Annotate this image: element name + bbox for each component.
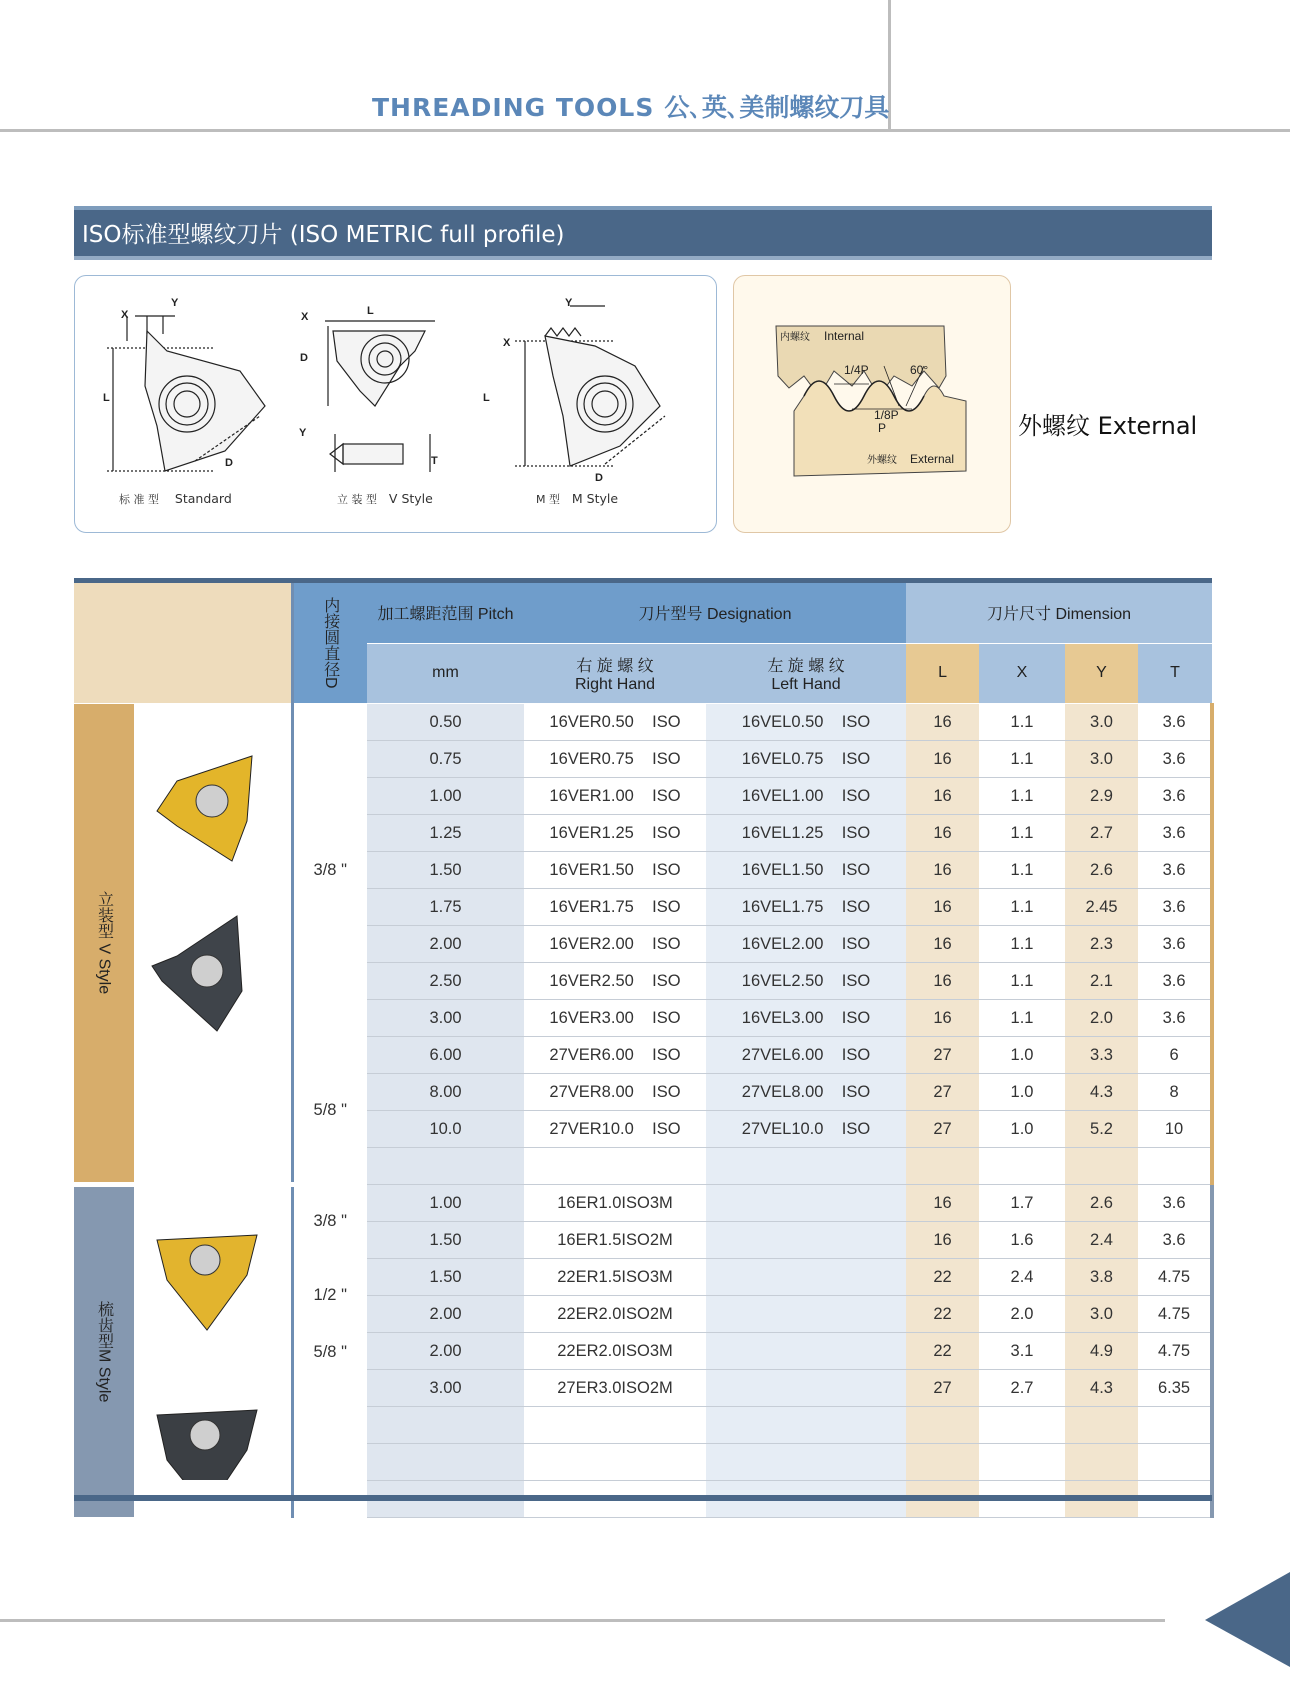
right-iso: ISO <box>652 897 681 916</box>
left-iso: ISO <box>841 1045 871 1064</box>
dim-d-label: D <box>595 472 603 484</box>
table-bottom-rule <box>74 1495 1212 1501</box>
pitch-cell: 1.75 <box>367 889 524 926</box>
m-style-label: 梳齿型M Style <box>95 1301 113 1403</box>
header-dimension: 刀片尺寸 Dimension <box>906 583 1212 643</box>
right-iso: ISO <box>652 1082 681 1101</box>
empty-cell <box>706 1148 906 1185</box>
dim-L-cell: 16 <box>906 741 979 778</box>
left-iso: ISO <box>841 860 871 879</box>
dim-T-cell: 3.6 <box>1138 1185 1212 1222</box>
left-hand-cell <box>706 963 906 1000</box>
left-code: 16VEL0.50 <box>741 712 824 731</box>
dim-l-label: L <box>103 392 110 404</box>
page-corner-arrow-icon <box>1205 1572 1290 1667</box>
dim-Y-cell: 2.3 <box>1065 926 1138 963</box>
table-row <box>74 1185 1212 1222</box>
left-iso: ISO <box>841 786 871 805</box>
empty-cell <box>367 1407 524 1444</box>
empty-cell <box>906 1444 979 1481</box>
left-code: 27VEL10.0 <box>741 1119 824 1138</box>
pitch-cell: 1.00 <box>367 1185 524 1222</box>
v-style-label: 立装型 V Style <box>95 891 113 995</box>
external-label-cn: 外螺纹 <box>867 455 897 466</box>
empty-cell <box>1138 1444 1212 1481</box>
dim-Y-cell: 3.8 <box>1065 1259 1138 1296</box>
dim-y-label: Y <box>171 297 179 309</box>
right-hand-cell <box>524 1000 706 1037</box>
dim-L-cell: 16 <box>906 815 979 852</box>
header-right-hand <box>524 643 706 703</box>
pitch-cell: 2.00 <box>367 926 524 963</box>
left-iso: ISO <box>841 749 871 768</box>
dim-X-cell: 1.1 <box>979 852 1065 889</box>
dim-X-cell: 1.1 <box>979 741 1065 778</box>
dim-X-cell: 1.1 <box>979 704 1065 741</box>
caption-m-style <box>536 491 618 507</box>
dim-d-label: D <box>225 457 233 469</box>
dim-X-cell: 1.6 <box>979 1222 1065 1259</box>
left-hand-cell <box>706 889 906 926</box>
dim-L-cell: 27 <box>906 1111 979 1148</box>
dim-L-cell: 16 <box>906 1185 979 1222</box>
dim-L-cell: 16 <box>906 889 979 926</box>
dim-T-cell: 6.35 <box>1138 1370 1212 1407</box>
dim-X-cell: 2.4 <box>979 1259 1065 1296</box>
thread-profile-panel <box>733 275 1011 533</box>
right-code: 16VER0.50 <box>549 712 634 731</box>
dim-Y-cell: 3.0 <box>1065 704 1138 741</box>
section-title: ISO标准型螺纹刀片 (ISO METRIC full profile) <box>82 222 565 248</box>
page-title-en: THREADING TOOLS <box>372 93 655 122</box>
left-hand-cell <box>706 1074 906 1111</box>
v-style-label-cell <box>74 704 134 1185</box>
empty-cell <box>706 1444 906 1481</box>
right-hand-cell: 27ER3.0ISO2M <box>524 1370 706 1407</box>
dim-y-label: Y <box>565 297 573 309</box>
dim-y-label: Y <box>299 427 307 439</box>
dim-L-cell: 16 <box>906 1000 979 1037</box>
dim-X-cell: 1.1 <box>979 778 1065 815</box>
left-hand-cell <box>706 852 906 889</box>
dim-Y-cell: 2.7 <box>1065 815 1138 852</box>
dim-X-cell: 1.1 <box>979 889 1065 926</box>
eighth-pitch-label: 1/8P <box>874 408 899 422</box>
left-hand-cell <box>706 1259 906 1296</box>
left-code: 16VEL1.25 <box>741 823 824 842</box>
internal-label-en: Internal <box>824 329 865 343</box>
right-code: 16VER1.00 <box>549 786 634 805</box>
page-title-cn: 公､英､美制螺纹刀具 <box>664 93 890 122</box>
pitch-cell: 3.00 <box>367 1370 524 1407</box>
left-hand-cell <box>706 1333 906 1370</box>
footer-rule <box>0 1619 1165 1622</box>
page-title <box>372 88 889 124</box>
right-code: 16VER1.50 <box>549 860 634 879</box>
dim-x-label: X <box>301 311 309 323</box>
left-hand-cell <box>706 1296 906 1333</box>
left-hand-cell <box>706 704 906 741</box>
dim-Y-cell: 4.9 <box>1065 1333 1138 1370</box>
dim-Y-cell: 4.3 <box>1065 1074 1138 1111</box>
left-code: 16VEL0.75 <box>741 749 824 768</box>
pitch-cell: 1.50 <box>367 1259 524 1296</box>
dim-T-cell: 3.6 <box>1138 963 1212 1000</box>
right-hand-cell <box>524 704 706 741</box>
dim-L-cell: 27 <box>906 1074 979 1111</box>
dim-T-cell: 10 <box>1138 1111 1212 1148</box>
header-designation: 刀片型号 Designation <box>524 583 906 643</box>
insert-hole <box>190 1245 220 1275</box>
dim-l-label: L <box>367 305 374 317</box>
spec-table <box>74 583 1214 1518</box>
d-size-cell: 3/8 " <box>292 1185 367 1259</box>
right-code: 27VER6.00 <box>549 1045 634 1064</box>
pitch-cell: 3.00 <box>367 1000 524 1037</box>
empty-cell <box>524 1148 706 1185</box>
left-hand-cell <box>706 1111 906 1148</box>
empty-cell <box>906 1148 979 1185</box>
dim-T-cell: 3.6 <box>1138 1222 1212 1259</box>
dim-Y-cell: 2.45 <box>1065 889 1138 926</box>
empty-cell <box>524 1407 706 1444</box>
header-d-label: 内接圆直径D <box>321 597 339 689</box>
empty-cell <box>524 1444 706 1481</box>
right-iso: ISO <box>652 749 681 768</box>
right-hand-cell <box>524 926 706 963</box>
pitch-cell: 1.50 <box>367 1222 524 1259</box>
right-hand-cell <box>524 963 706 1000</box>
right-iso: ISO <box>652 971 681 990</box>
dim-x-label: X <box>121 309 129 321</box>
left-hand-cell <box>706 926 906 963</box>
dim-L-cell: 22 <box>906 1333 979 1370</box>
right-code: 27VER8.00 <box>549 1082 634 1101</box>
empty-cell <box>367 1148 524 1185</box>
right-code: 16VER1.75 <box>549 897 634 916</box>
dim-X-cell: 1.0 <box>979 1074 1065 1111</box>
empty-cell <box>1065 1444 1138 1481</box>
empty-cell <box>1065 1407 1138 1444</box>
header-rule <box>0 129 1290 132</box>
table-row <box>74 704 1212 741</box>
insert-hole <box>196 785 228 817</box>
dim-T-cell: 3.6 <box>1138 704 1212 741</box>
right-hand-cell: 22ER2.0ISO2M <box>524 1296 706 1333</box>
right-hand-cell: 16ER1.0ISO3M <box>524 1185 706 1222</box>
dim-T-cell: 3.6 <box>1138 815 1212 852</box>
right-iso: ISO <box>652 823 681 842</box>
header-T: T <box>1138 643 1212 703</box>
internal-label-cn: 内螺纹 <box>780 332 810 343</box>
dim-L-cell: 16 <box>906 704 979 741</box>
dim-L-cell: 16 <box>906 852 979 889</box>
dim-X-cell: 1.1 <box>979 815 1065 852</box>
left-iso: ISO <box>841 1119 871 1138</box>
dim-L-cell: 16 <box>906 963 979 1000</box>
dim-T-cell: 3.6 <box>1138 741 1212 778</box>
right-hand-cell <box>524 741 706 778</box>
pitch-cell: 1.25 <box>367 815 524 852</box>
right-iso: ISO <box>652 1045 681 1064</box>
left-code: 27VEL8.00 <box>741 1082 824 1101</box>
right-hand-cell <box>524 1111 706 1148</box>
left-code: 16VEL2.50 <box>741 971 824 990</box>
left-hand-cell <box>706 1370 906 1407</box>
pitch-cell: 8.00 <box>367 1074 524 1111</box>
right-hand-cell <box>524 1074 706 1111</box>
caption-v-style-cn: 立 装 型 <box>337 493 377 506</box>
caption-standard-en: Standard <box>174 491 232 506</box>
right-hand-cell: 22ER1.5ISO3M <box>524 1259 706 1296</box>
header-d <box>292 583 367 704</box>
dim-Y-cell: 3.0 <box>1065 1296 1138 1333</box>
left-code: 16VEL2.00 <box>741 934 824 953</box>
empty-cell <box>367 1444 524 1481</box>
m-insert-photos <box>134 1185 292 1518</box>
dim-Y-cell: 2.4 <box>1065 1222 1138 1259</box>
dim-Y-cell: 4.3 <box>1065 1370 1138 1407</box>
header-L: L <box>906 643 979 703</box>
m-insert-photo-icon <box>137 1220 287 1480</box>
left-iso: ISO <box>841 897 871 916</box>
v-insert-photos <box>134 704 292 1185</box>
dim-L-cell: 27 <box>906 1370 979 1407</box>
dim-Y-cell: 5.2 <box>1065 1111 1138 1148</box>
empty-cell <box>1138 1407 1212 1444</box>
insert-hole <box>191 955 223 987</box>
left-iso: ISO <box>841 1082 871 1101</box>
left-hand-cell <box>706 1000 906 1037</box>
right-hand-cell: 16ER1.5ISO2M <box>524 1222 706 1259</box>
left-code: 27VEL6.00 <box>741 1045 824 1064</box>
empty-cell <box>906 1407 979 1444</box>
insert-diagrams-panel <box>74 275 717 533</box>
d-size-cell: 5/8 " <box>292 1037 367 1185</box>
dim-T-cell: 3.6 <box>1138 1000 1212 1037</box>
dim-X-cell: 2.7 <box>979 1370 1065 1407</box>
right-hand-cell <box>524 778 706 815</box>
dim-L-cell: 27 <box>906 1037 979 1074</box>
angle-label: 60° <box>910 363 929 377</box>
v-style-insert-drawing <box>325 321 435 472</box>
right-code: 16VER0.75 <box>549 749 634 768</box>
pitch-cell: 6.00 <box>367 1037 524 1074</box>
left-code: 16VEL1.00 <box>741 786 824 805</box>
left-hand-cell <box>706 1222 906 1259</box>
d-size-cell: 3/8 " <box>292 704 367 1037</box>
dim-X-cell: 1.7 <box>979 1185 1065 1222</box>
left-iso: ISO <box>841 823 871 842</box>
pitch-label: P <box>878 421 887 435</box>
d-size-cell: 5/8 " <box>292 1333 367 1518</box>
dim-X-cell: 1.1 <box>979 1000 1065 1037</box>
right-code: 16VER2.00 <box>549 934 634 953</box>
header-right-cn: 右 旋 螺 纹 <box>576 657 654 675</box>
header-Y: Y <box>1065 643 1138 703</box>
left-hand-cell <box>706 1037 906 1074</box>
dim-X-cell: 3.1 <box>979 1333 1065 1370</box>
dim-Y-cell: 2.6 <box>1065 852 1138 889</box>
left-iso: ISO <box>841 971 871 990</box>
left-iso: ISO <box>841 1008 871 1027</box>
caption-m-style-cn: M 型 <box>536 493 560 506</box>
dim-Y-cell: 2.1 <box>1065 963 1138 1000</box>
dim-X-cell: 1.0 <box>979 1037 1065 1074</box>
right-iso: ISO <box>652 786 681 805</box>
caption-standard-cn: 标 准 型 <box>119 493 159 506</box>
standard-insert-drawing <box>107 316 265 471</box>
pitch-cell: 10.0 <box>367 1111 524 1148</box>
caption-m-style-en: M Style <box>571 491 619 506</box>
pitch-cell: 1.50 <box>367 852 524 889</box>
header-X: X <box>979 643 1065 703</box>
left-hand-cell <box>706 1185 906 1222</box>
dim-T-cell: 4.75 <box>1138 1296 1212 1333</box>
pitch-cell: 1.00 <box>367 778 524 815</box>
right-code: 27VER10.0 <box>549 1119 634 1138</box>
dim-X-cell: 1.0 <box>979 1111 1065 1148</box>
right-iso: ISO <box>652 712 681 731</box>
right-iso: ISO <box>652 1119 681 1138</box>
dim-d-label: D <box>300 352 308 364</box>
dim-T-cell: 4.75 <box>1138 1259 1212 1296</box>
dim-Y-cell: 3.3 <box>1065 1037 1138 1074</box>
dim-T-cell: 3.6 <box>1138 926 1212 963</box>
right-code: 16VER3.00 <box>549 1008 634 1027</box>
dim-X-cell: 2.0 <box>979 1296 1065 1333</box>
left-hand-cell <box>706 815 906 852</box>
m-style-insert-drawing <box>515 306 665 466</box>
header-pitch: 加工螺距范围 Pitch <box>367 583 524 643</box>
insert-hole <box>190 1420 220 1450</box>
left-code: 16VEL1.50 <box>741 860 824 879</box>
pitch-cell: 2.50 <box>367 963 524 1000</box>
dim-L-cell: 16 <box>906 1222 979 1259</box>
empty-cell <box>979 1444 1065 1481</box>
dim-T-cell: 3.6 <box>1138 889 1212 926</box>
caption-standard <box>119 491 232 507</box>
dim-x-label: X <box>503 337 511 349</box>
dim-t-label: T <box>431 455 438 467</box>
header-pitch-unit: mm <box>367 643 524 703</box>
left-code: 16VEL3.00 <box>741 1008 824 1027</box>
dim-Y-cell: 2.6 <box>1065 1185 1138 1222</box>
right-iso: ISO <box>652 934 681 953</box>
pitch-cell: 0.50 <box>367 704 524 741</box>
empty-cell <box>979 1148 1065 1185</box>
dim-T-cell: 4.75 <box>1138 1333 1212 1370</box>
right-code: 16VER2.50 <box>549 971 634 990</box>
caption-v-style <box>337 491 433 507</box>
empty-cell <box>706 1407 906 1444</box>
dim-T-cell: 3.6 <box>1138 852 1212 889</box>
dim-T-cell: 6 <box>1138 1037 1212 1074</box>
dim-Y-cell: 2.0 <box>1065 1000 1138 1037</box>
external-thread-label: 外螺纹 External <box>1018 412 1198 440</box>
empty-cell <box>1065 1148 1138 1185</box>
right-code: 16VER1.25 <box>549 823 634 842</box>
dim-Y-cell: 3.0 <box>1065 741 1138 778</box>
dim-T-cell: 3.6 <box>1138 778 1212 815</box>
m-style-label-cell <box>74 1185 134 1518</box>
header-left-cn: 左 旋 螺 纹 <box>767 657 845 675</box>
left-iso: ISO <box>841 934 871 953</box>
dim-Y-cell: 2.9 <box>1065 778 1138 815</box>
v-insert-photo-icon <box>137 751 287 1131</box>
right-hand-cell <box>524 815 706 852</box>
right-hand-cell: 22ER2.0ISO3M <box>524 1333 706 1370</box>
right-hand-cell <box>524 852 706 889</box>
left-hand-cell <box>706 778 906 815</box>
empty-cell <box>979 1407 1065 1444</box>
dim-T-cell: 8 <box>1138 1074 1212 1111</box>
right-iso: ISO <box>652 1008 681 1027</box>
thread-profile-drawing <box>734 276 1010 531</box>
external-label-en: External <box>910 452 955 466</box>
right-iso: ISO <box>652 860 681 879</box>
header-left-en: Left Hand <box>771 675 841 693</box>
dim-X-cell: 1.1 <box>979 963 1065 1000</box>
header-right-en: Right Hand <box>574 675 656 693</box>
dim-l-label: L <box>483 392 490 404</box>
pitch-cell: 2.00 <box>367 1333 524 1370</box>
header-blank-cell <box>74 583 292 704</box>
dim-L-cell: 22 <box>906 1259 979 1296</box>
left-hand-cell <box>706 741 906 778</box>
header-left-hand <box>706 643 906 703</box>
pitch-cell: 0.75 <box>367 741 524 778</box>
right-hand-cell <box>524 889 706 926</box>
caption-v-style-en: V Style <box>388 491 433 506</box>
left-code: 16VEL1.75 <box>741 897 824 916</box>
quarter-pitch-label: 1/4P <box>844 363 869 377</box>
dim-L-cell: 16 <box>906 926 979 963</box>
dim-X-cell: 1.1 <box>979 926 1065 963</box>
d-size-cell: 1/2 " <box>292 1259 367 1333</box>
empty-cell <box>1138 1148 1212 1185</box>
dim-L-cell: 22 <box>906 1296 979 1333</box>
dim-L-cell: 16 <box>906 778 979 815</box>
pitch-cell: 2.00 <box>367 1296 524 1333</box>
right-hand-cell <box>524 1037 706 1074</box>
left-iso: ISO <box>841 712 871 731</box>
